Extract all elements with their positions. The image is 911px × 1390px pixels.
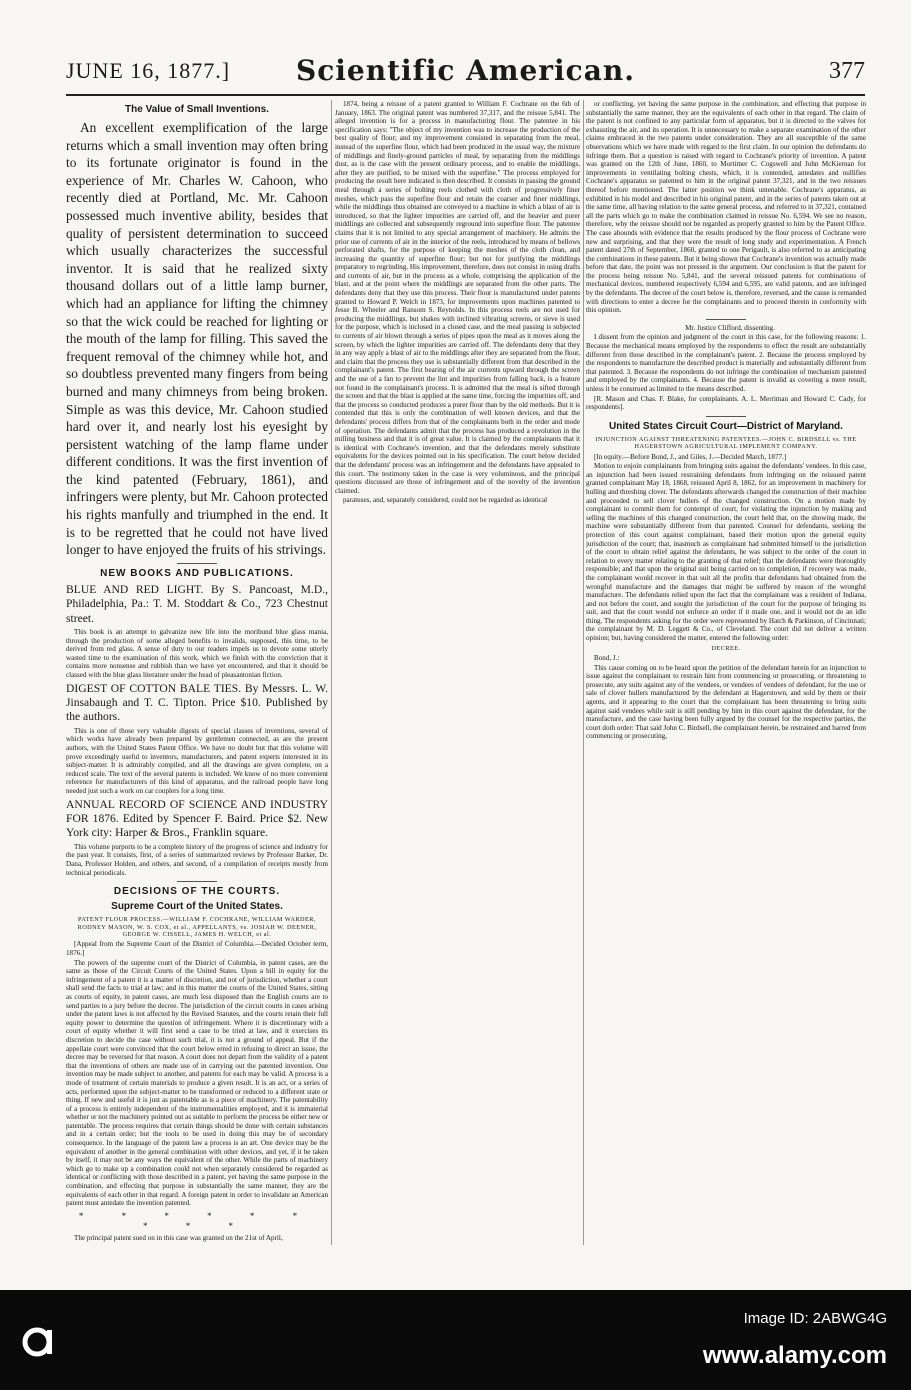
column-end-line: paratuses, and, separately considered, could not be regarded as identical	[343, 496, 548, 505]
book-review-2: This is one of those very valuable digests of special classes of inventions, several of which works have already been prepared by gentlemen connected, as are the present authors, with the United States Patent Office. We have no doubt but that this volume will prove exceedingly useful to inventors, manufacturers, and patent experts interested in its subject-matter. It is admirably compiled, and all the drawings are given complete, on a reduced scale. The text of the several patents is included. We know of no more convenient reference for manufacturers of this kind of apparatus, and the railroad people have long needed just such a work on car couplers for a long time.	[66, 726, 328, 795]
book-entry-3: ANNUAL RECORD OF SCIENCE AND INDUSTRY FOR 1876. Edited by Spencer F. Baird. Price $2. New York city: Harper & Bros., Franklin square.	[66, 797, 328, 840]
decree-body: This cause coming on to be heard upon the petition of the defendant herein for an injunction to issue against the complainant to restrain him from commencing or prosecuting, or threatening to prosecute, any suits against any of the vendees, or vendees of vendees of defendant, for the use or sale of clover hullers manufactured by the defendant at Hagerstown, and sold by them or their agents, and it appearing to the court that the complainant has been threatening to bring suits against said vendees while suit is still pending by him in this court against the defendant, for the manufacture, and the case having been fully argued by the counsel for the respective parties, the court doth order: That said John C. Birdsell, the complainant herein, be restrained and barred from commencing or prosecuting,	[586, 663, 866, 741]
court-name-maryland: United States Circuit Court—District of Maryland.	[609, 420, 843, 432]
case-body: The powers of the supreme court of the District of Columbia, in patent cases, are the same as those of the Circuit Courts of the United States. Upon a bill in equity for the infringement of a patent it is a matter of discretion, and not of jurisdiction, whether a court shall send the facts to trial at law; and in this matter the courts of the United States, sitting as courts of equity, in patent cases, are much less disposed than the English courts are to send parties to a jury before the decree. The jurisdiction of the circuit courts in cases arising under the patent laws is not affected by the Revised Statutes, and the courts retain their full equity power to determine the question of infringement. Where it is discretionary with a court of equity whether it will first send a case to be tried at law, and it exercises its discretion to decide the case without such trial, it is not a ground of appeal. But if the appellate court were convinced that the court below erred in refusing to direct an issue, the decree may be reversed for that reason. A court does not depart from the validity of a patent that the inventions of others are made use of in carrying out the patented invention. One invention may be made subject to another, and patents for each may be valid. A process is a mode of treatment of certain materials to produce a given result. It is an act, or a series of acts, performed upon the subject-matter to be transformed or reduced to a different state or thing. If new and useful it is just as patentable as is a piece of machinery. The patentability of a process is entirely independent of the instrumentalities employed, and it is immaterial whether or not the machinery pointed out as suitable to perform the process be either new or patentable. The process requires that certain things should be done with certain substances and in a certain order; but the tools to be used in doing this may be of secondary consequence. In the language of the patent law a process is an art. One device may be the equivalent of another in the general combination with other devices, and yet, if it be taken by itself, it may not be any ways the equivalent of the other. While the parts of machinery which go to make up a combination could not when separately considered be regarded as identical or conflicting with those described in a patent, yet having the same purpose in the combination, and effecting that purpose in substantially the same manner, they are the equivalents of each other in that regard. A foreign patent in order to invalidate an American patent must antedate the invention patented.	[66, 958, 328, 1208]
equity-note: [In equity.—Before Bond, J., and Giles, J.—Decided March, 1877.]	[594, 452, 787, 461]
case-appeal-note: [Appeal from the Supreme Court of the District of Columbia.—Decided October term, 1876.]	[66, 940, 328, 957]
column-right	[586, 100, 866, 1245]
section-title-books: NEW BOOKS AND PUBLICATIONS.	[100, 567, 294, 579]
watermark-bar	[0, 1290, 911, 1390]
section-title-courts: DECISIONS OF THE COURTS.	[113, 886, 281, 898]
column-left	[66, 100, 328, 1245]
column-separator	[583, 100, 584, 1245]
image-id: Image ID: 2ABWG4G	[743, 1310, 887, 1327]
issue-date: JUNE 16, 1877.]	[66, 58, 231, 83]
article-body-small-inventions: An excellent exemplification of the large returns which a small invention may often bring to its fortunate originator is found in the experience of Mr. Charles W. Cahoon, who recently died at Portland, Mc. Mr. Cahoon possessed much inventive ability, besides that quality of persistent determination to succeed which usually characterizes the successful inventor. It is said that he realized sixty thousand dollars out of a little lamp burner, which had an appliance for lifting the chimney so that the wick could be reached for lighting or the mouth of the lamp for filling. This saved the frequent removal of the chimney while hot, and so doubtless prevented many fingers from being burned and many chimneys from being broken. Simple as was this device, Mr. Cahoon studied hard over it, and nearly lost his eyesight by persistent watching of the lamp flame under different conditions. It was the first invention of the kind patented (February, 1861), and infringers were plenty, but Mr. Cahoon protected his rights manfully and triumphed in the end. It is to be regretted that he could not have lived longer to have enjoyed the fruits of his strivings.	[66, 120, 328, 558]
case-caption: PATENT FLOUR PROCESS.—WILLIAM F. COCHRANE, WILLIAM WARDER, RODNEY MASON, W. S. COX, et al., APPELLANTS, vs. JOSIAH W. DEENER, GEORGE W. CISSELL, JAMES H. WELCH, et al.	[77, 916, 317, 938]
alamy-logo-icon	[20, 1325, 60, 1359]
masthead: Scientific American.	[296, 54, 635, 87]
page-number: 377	[829, 58, 865, 84]
site-url[interactable]: www.alamy.com	[702, 1342, 887, 1369]
dissent-body: I dissent from the opinion and judgment of the court in this case, for the following reasons: 1. Because the mechanical means employed by the respondents to effect the result are substantially different from those described in the complainant's patent. 2. Because the process employed by the respondents to manufacture the described product is materially and substantially different from that patented. 3. Because the respondents do not infringe the combination of mechanism patented and employed by the complainants. 4. Because the patent is invalid as covering a mere result, unless it be construed as limited to the means described.	[586, 333, 866, 393]
column-separator	[331, 100, 332, 1245]
divider	[177, 881, 217, 882]
column-end-line: The principal patent sued on in this case was granted on the 21st of April,	[74, 1233, 283, 1242]
judge-name: Bond, J.:	[594, 654, 620, 663]
counsel-note: [R. Mason and Chas. F. Blake, for complainants. A. L. Merriman and Howard C. Cady, for respondents].	[586, 394, 866, 412]
decree-heading: DECREE.	[711, 644, 741, 652]
divider	[177, 563, 217, 564]
divider	[706, 319, 746, 320]
section-stars: * * * * * * * * *	[78, 1210, 316, 1231]
header-rule	[66, 94, 865, 96]
case-body-maryland: Motion to enjoin complainants from bringing suits against the defendants' vendees. In this case, an injunction had been issued restraining defendants from infringing on the reissued patent granted complainant May 18, 1868, reissued April 8, 1862, for an improvement in machinery for hulling and threshing clover. The defendants afterwards changed the construction of their machine and proceeded to sell clover hullers of the changed construction. On a motion made by complainant to commit them for contempt of court, for violating the injunction by making and selling the machines of this changed construction, the court held that, on the showing made, the machine were substantially different from that patented. Counsel for defendants, seeking the protection of this court against complainant, based their motion upon the general equity jurisdiction of the court; that, inasmuch as complainant had submitted himself to the jurisdiction of the court to obtain relief against the defendants, he was subject to the order of the court in relation to every matter relating to the granting of that relief; that the defendants were thoroughly responsible; and that upon the original suit being carried on to completion, if recovery was made, the complainant would recover in that suit all the profits that defendants had obtained from the wrongful manufacture and the damages that might be suffered by reason of the wrongful manufacture. The defendants relied upon the fact that the complainant was a resident of Indiana, and not before the court, and sought the jurisdiction of the court for the purpose of bringing its suit, and that the court would not enforce an order if it made one, and it would not do an idle thing. The respondents asking for the order were represented by Hatch & Parkinson, of Cincinnati; the complainant by M. D. Leggett & Co., of Cleveland. The court did not deliver a written opinion; but, having considered the matter, entered the following order:	[586, 462, 866, 643]
column-middle	[335, 100, 580, 1245]
case-opinion-text: 1874, being a reissue of a patent granted to William F. Cochrane on the 6th of January, 1863. The original patent was numbered 37,317, and the reissue 5,841. The alleged invention is for a process in manufacturing flour. The patentee in his specification says: "The object of my invention was to increase the production of the best quality of flour; and my improvement consisted in separating from the meal, instead of the superfine flour, which had been produced in the usual way, the mixture of middlings and finely-ground particles of meal, by separating from the middlings dust, as is the case with the present ordinary process, and to enable the middlings, after they are purified, to be mixed with the superfine." The process employed for producing the result here indicated is then described. It consists in passing the ground meal through a series of bolting reels clothed with cloth of progressively finer meshes, which pass the superfine flour and retain the coarser and finer middlings, while the middlings thus obtained are conveyed to a machine in which a blast of air is introduced, so that the lighter impurities are carried off, and the heavier and purer middlings are collected and subsequently reground into superfine flour. The patentee claims that it is not limited to any special arrangement of machinery. He admits the prior use of currents of air in the interior of the reels, introduced by means of bellows perforated shafts, for the purpose of keeping the meshes of the cloth clean, and increasing the quantity of superfine flour; but not for purifying the middlings preparatory to regrinding. His improvement, therefore, does not consist in using drafts and currents of air, but in the process as a whole, comprising the application of the blast, and at the point where the middlings are separated from the other parts. The defendants deny that they use this process. Their flour is manufactured under patents granted to Howard P. Welch in 1873, for improvements upon machines patented to Jesse B. Wheeler and Ransom S. Reynolds. In this process reels are not used for producing the middlings, but shakes with inclined vibrating screens, or sieve is used for the purpose, which is inclosed in a closed case, and the meal passing is subjected to currents of air blown through a series of pipes upon the meal as it moves along the screen, by which the lighter impurities are carried off. The defendants deny that they in any way apply a blast of air to the middlings after they are separated from the flour, and claim that the process they use is substantially different from that described in the complainant's patent. The first bearing of the air currents upward through the screen and the use of a fan to prevent the lint and impurities from falling back, is a feature not found in the complainant's process. It is admitted that the meal is sifted through the screen and that the blast is applied at the same time, forcing the impurities off, and that the process so conducted produces a purer flour than by the old methods. But it is contended that this is only the combination of well known devices, and that the defendants' process differs from that of the complainants both in the order and mode of operation. The defendants admit that the process has produced a revolution in the milling business and that it is of great value. It is claimed by the complainants that it is identical with Cochrane's invention, and that the defendants merely substitute equivalents for the devices pointed out in his specification. The court below decided that the defendants' process was an infringement and the defendants have appealed to this court. The testimony taken in the case is very voluminous, and the principal questions discussed are those of infringement and of the novelty of the invention claimed.	[335, 100, 580, 495]
book-entry-1: BLUE AND RED LIGHT. By S. Pancoast, M.D., Philadelphia, Pa.: T. M. Stoddart & Co., 723 Chestnut street.	[66, 582, 328, 625]
case-caption-maryland: INJUNCTION AGAINST THREATENING PATENTEES.—JOHN C. BIRDSELL vs. THE HAGERSTOWN AGRICULTURAL IMPLEMENT COMPANY.	[595, 435, 857, 451]
book-entry-2: DIGEST OF COTTON BALE TIES. By Messrs. L. W. Jinsabaugh and T. C. Tipton. Price $10. Published by the authors.	[66, 681, 328, 724]
dissent-heading: Mr. Justice Clifford, dissenting.	[685, 323, 775, 332]
page-header	[66, 54, 865, 92]
article-title-small-inventions: The Value of Small Inventions.	[125, 104, 269, 115]
book-review-3: This volume purports to be a complete history of the progress of science and industry for the past year. It consists, first, of a series of summarized reviews by Professor Barker, Dr. Dana, Professor Holden, and others, and second, of a compilation of receipts mostly from technical periodicals.	[66, 842, 328, 877]
divider	[706, 416, 746, 417]
case-opinion-continued: or conflicting, yet having the same purpose in the combination, and effecting that purpose in substantially the same manner, they are the equivalents of each other in that regard. The claim of the patent is not confined to any particular form of apparatus, but it is directed to the valves for exhausting the air, and its operation. It is unnecessary to make a separate examination of the other claims embraced in the two patents under consideration. They are all susceptible of the same observations which we have made with regard to the first claim. In our opinion the defendants do infringe them. But a question is raised with regard to Cochrane's priority of invention. A patent was granted on the 12th of June, 1860, to Mortimer C. Cogswell and John McKiernan for improvements in ventilating bolting chests, which, it is contended, antedates and nullifies Cochrane's apparatus so patented to him in the original patent 37,321, and in the two reissues thereof before mentioned. The latter position we think untenable. Cochrane's apparatus, as exhibited in his model and described in his original patent, and in the series of patents taken out at the same time, all having relation to the same general process, and referred to in 37,321, contained all the parts which go to make the combination claimed in reissue No. 6,594. We see no reason, therefore, why the reissue should not be regarded as properly granted to him by the Patent Office. The case abounds with evidence that the results produced by the flour process of Cochrane were new and surprising, and that they were the result of long study and experimentation. A French patent dated 27th of September, 1860, granted to one Perigault, is also referred to as anticipating the combinations in these patents. But it being shown that Cochrane's invention was actually made before that date, the point was not pressed in the argument. Our conclusion is that the patent for the process being reissue No. 5,841, and the several reissued patents for combinations of mechanical devices, numbered respectively 6,594 and 6,595, are valid patents, and are infringed by the defendants. The decree of the court below is, therefore, reversed, and the cause is remanded with directions to enter a decree for the complainants and to proceed therein in conformity with this opinion.	[586, 100, 866, 315]
book-review-1: This book is an attempt to galvanize new life into the moribund blue glass mania, through the production of some alleged benefits to invalids, supposed, this time, to be derived from red glass. A sense of duty to our readers impels us to devote some utterly wasted time to the examination of this work, which we finish with the conviction that it contains more nonsense and rubbish than we have yet encountered, and that it should be classed with the blue glass literature under the head of pleasantonian fiction.	[66, 628, 328, 680]
court-name: Supreme Court of the United States.	[111, 901, 283, 913]
alamy-logo	[20, 1325, 110, 1359]
